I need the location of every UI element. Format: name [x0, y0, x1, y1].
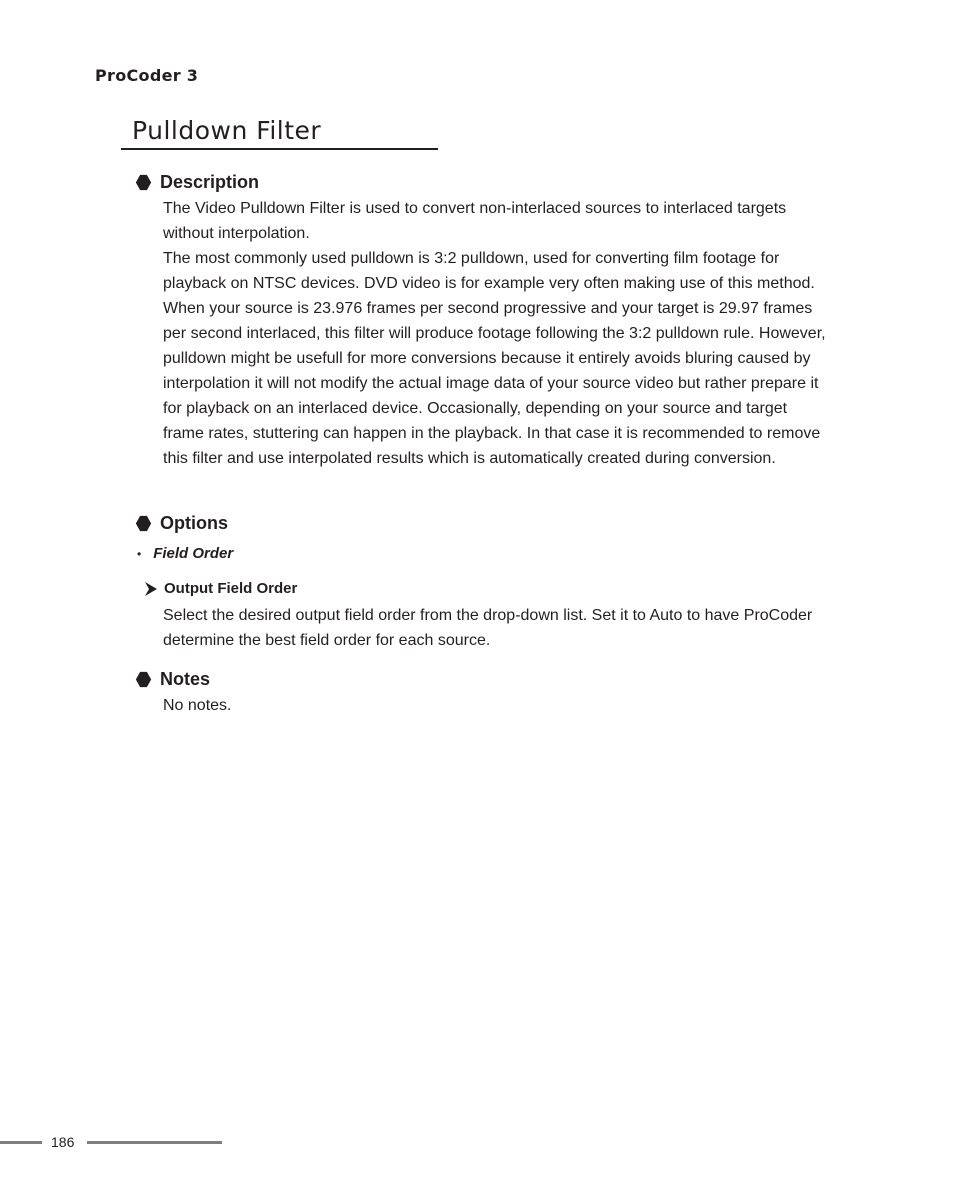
- hexagon-bullet-icon: [135, 671, 152, 688]
- description-paragraph: The most commonly used pulldown is 3:2 pulldown, used for converting film footage for playback on NTSC devices. DVD video is for example very often making use of this method. When your source is 23.976 frames per second progressive and your target is 29.97 frames per second interlaced, this filter will produce footage following the 3:2 pulldown rule. However, pulldown might be usefull for more conversions because it entirely avoids bluring caused by interpolation it will not modify the actual image data of your source video but rather prepare it for playback on an interlaced device. Occasionally, depending on your source and target frame rates, stuttering can happen in the playback. In that case it is recommended to remove this filter and use interpolated results which is automatically created during conversion.: [163, 250, 826, 467]
- description-paragraph: The Video Pulldown Filter is used to convert non-interlaced sources to interlaced targets without interpolation.: [163, 200, 787, 242]
- running-head: ProCoder 3: [95, 66, 199, 85]
- notes-body: [163, 693, 843, 718]
- notes-heading-label: Notes: [160, 669, 211, 689]
- output-field-order-label: Output Field Order: [164, 580, 298, 597]
- hexagon-bullet-icon: [135, 174, 152, 191]
- options-heading: [135, 513, 228, 534]
- description-heading: [135, 172, 259, 193]
- hexagon-bullet-icon: [135, 515, 152, 532]
- footer-rule-right: [87, 1141, 222, 1144]
- page-number: 186: [51, 1134, 75, 1150]
- description-heading-label: Description: [160, 172, 260, 192]
- field-order-group: [137, 545, 233, 562]
- dot-icon: •: [137, 546, 142, 561]
- output-field-order-heading: [144, 580, 297, 597]
- description-body: [163, 196, 843, 471]
- title-underline: [121, 148, 438, 150]
- options-heading-label: Options: [160, 513, 228, 533]
- field-order-group-label: Field Order: [153, 545, 234, 562]
- footer-rule-left: [0, 1141, 42, 1144]
- arrowhead-icon: [144, 582, 158, 596]
- page-title: Pulldown Filter: [132, 116, 322, 145]
- notes-heading: [135, 669, 210, 690]
- notes-text: No notes.: [163, 697, 232, 714]
- output-field-order-body: [163, 603, 813, 653]
- output-field-order-text: Select the desired output field order from the drop-down list. Set it to Auto to have ProCoder determine the best field order for each source.: [163, 607, 813, 649]
